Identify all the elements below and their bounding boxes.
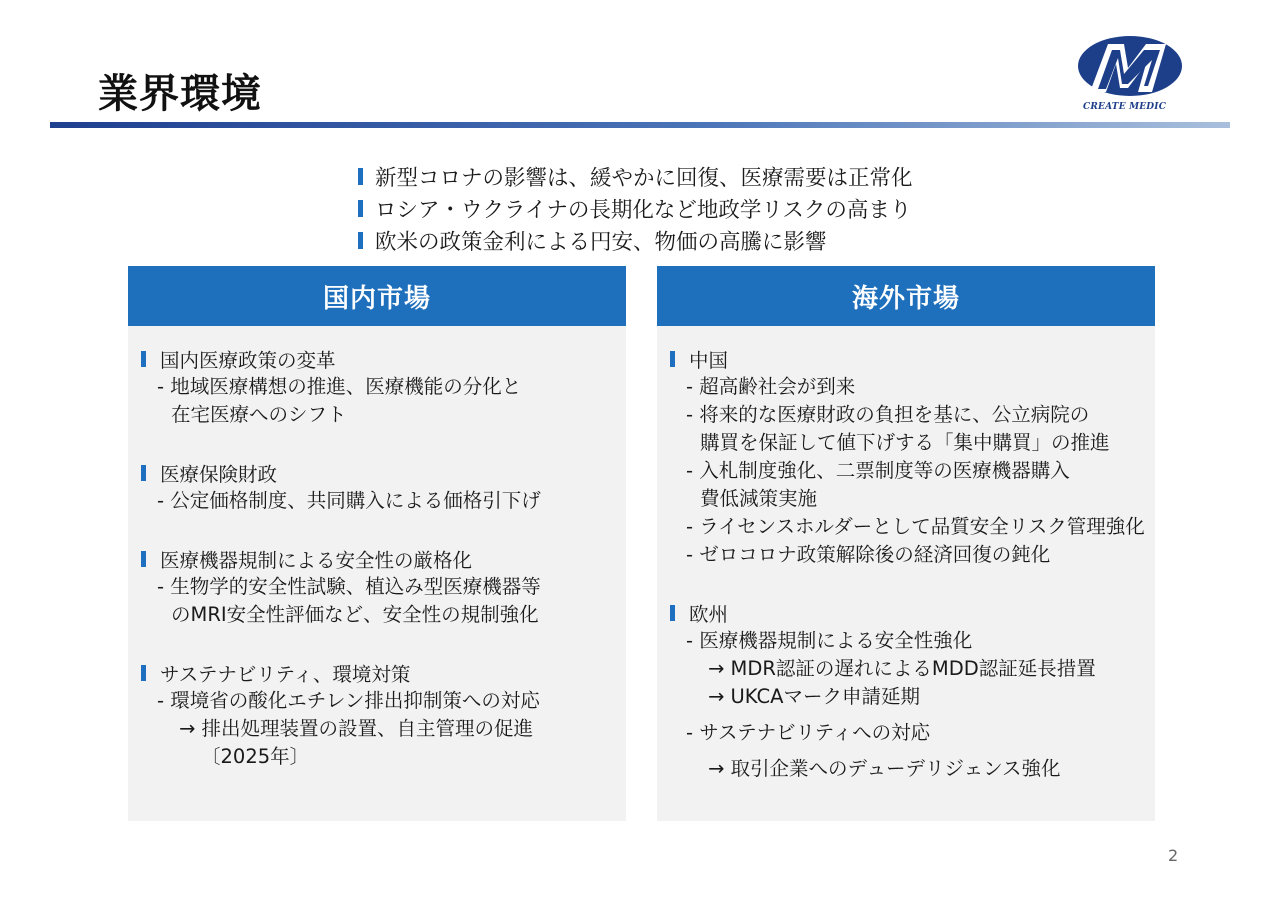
section-line: - 環境省の酸化エチレン排出抑制策への対応 (157, 689, 540, 712)
summary-text: 新型コロナの影響は、緩やかに回復、医療需要は正常化 (375, 165, 913, 191)
section-line: - 地域医療構想の推進、医療機能の分化と (157, 375, 522, 398)
summary-text: 欧米の政策金利による円安、物価の高騰に影響 (375, 229, 827, 255)
section-line: → UKCAマーク申請延期 (708, 685, 920, 708)
section-heading (141, 345, 626, 373)
section-line: - 医療機器規制による安全性強化 (686, 629, 973, 652)
section-line: - ライセンスホルダーとして品質安全リスク管理強化 (686, 515, 1145, 538)
section-line: - 公定価格制度、共同購入による価格引下げ (157, 489, 541, 512)
section-heading (141, 659, 626, 687)
section-line: - サステナビリティへの対応 (686, 721, 931, 744)
logo-wordmark: CREATE MEDIC (1083, 102, 1167, 112)
bullet-square-icon (358, 232, 363, 249)
bullet-square-icon (141, 665, 146, 681)
bullet-square-icon (358, 168, 363, 185)
overseas-market-body (657, 326, 1155, 783)
section-heading-text: サステナビリティ、環境対策 (160, 663, 411, 686)
section-line: - 超高齢社会が到来 (686, 375, 856, 398)
section-heading-text: 中国 (689, 349, 729, 372)
domestic-market-panel (128, 266, 626, 821)
summary-item (358, 224, 913, 256)
domestic-market-title: 国内市場 (128, 266, 626, 326)
header-divider (50, 122, 1230, 128)
section-line: → 取引企業へのデューデリジェンス強化 (708, 757, 1061, 780)
section-line: 在宅医療へのシフト (171, 403, 347, 426)
domestic-market-body (128, 326, 626, 771)
summary-text: ロシア・ウクライナの長期化など地政学リスクの高まり (375, 197, 912, 223)
section-heading (670, 599, 1155, 627)
section-heading-text: 医療保険財政 (160, 463, 278, 486)
bullet-square-icon (670, 351, 675, 367)
section-heading (670, 345, 1155, 373)
bullet-square-icon (141, 351, 146, 367)
overseas-market-panel (657, 266, 1155, 821)
section-line: 購買を保証して値下げする「集中購買」の推進 (700, 431, 1110, 454)
section-line: → 排出処理装置の設置、自主管理の促進 (179, 717, 534, 740)
section-line: - 入札制度強化、二票制度等の医療機器購入 (686, 459, 1070, 482)
overseas-market-title: 海外市場 (657, 266, 1155, 326)
bullet-square-icon (141, 465, 146, 481)
page-title: 業界環境 (98, 71, 262, 117)
page-number: 2 (1168, 846, 1179, 865)
section-heading-text: 欧州 (689, 603, 729, 626)
section-line: - ゼロコロナ政策解除後の経済回復の鈍化 (686, 543, 1051, 566)
section-heading-text: 医療機器規制による安全性の厳格化 (160, 549, 473, 572)
bullet-square-icon (670, 605, 675, 621)
section-line: 費低減策実施 (700, 487, 818, 510)
section-line: - 将来的な医療財政の負担を基に、公立病院の (686, 403, 1090, 426)
section-line: → MDR認証の遅れによるMDD認証延長措置 (708, 657, 1096, 680)
section-line: のMRI安全性評価など、安全性の規制強化 (171, 603, 539, 626)
bullet-square-icon (358, 200, 363, 217)
section-line: - 生物学的安全性試験、植込み型医療機器等 (157, 575, 541, 598)
bullet-square-icon (141, 551, 146, 567)
summary-list (358, 160, 913, 256)
summary-item (358, 160, 913, 192)
section-heading-text: 国内医療政策の変革 (160, 349, 336, 372)
section-heading (141, 545, 626, 573)
section-heading (141, 459, 626, 487)
summary-item (358, 192, 913, 224)
section-line: 〔2025年〕 (201, 745, 310, 768)
